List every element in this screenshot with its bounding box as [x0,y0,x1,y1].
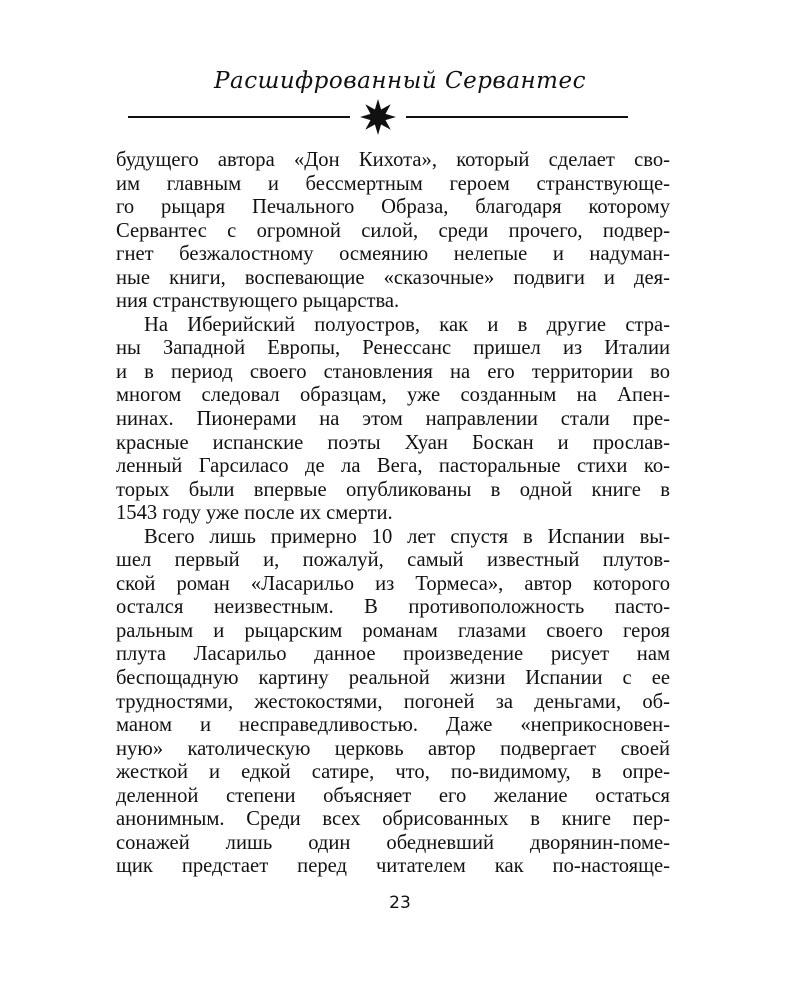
star-ornament-icon [360,99,396,135]
rule-line-left [128,116,350,118]
running-title: Расшифрованный Сервантес [214,68,586,94]
text-line: ные книги, воспевающие «сказочные» подвиги и дея- [116,266,670,289]
text-line: многом следовал образцам, уже созданным на Апен- [116,384,670,407]
text-line: и в период своего становления на его территории во [116,360,670,383]
text-line: го рыцаря Печального Образа, благодаря которому [116,196,670,219]
text-line: ны Западной Европы, Ренессанс пришел из Италии [116,337,670,360]
text-line: ния странствующего рыцарства. [116,290,400,313]
text-line: трудностями, жестокостями, погоней за деньгами, об- [116,690,670,713]
text-line: беспощадную картину реальной жизни Испании с ее [116,667,670,690]
text-line: Сервантес с огромной силой, среди прочего, подвер- [116,219,670,242]
paragraph-first-line: На Иберийский полуостров, как и в другие стра- [144,313,670,336]
text-line: сонажей лишь один обедневший дворянин-поме- [116,831,670,854]
text-line: анонимным. Среди всех обрисованных в книге пер- [116,808,670,831]
text-line: ской роман «Ласарильо из Тормеса», автор которого [116,572,670,595]
text-line: торых были впервые опубликованы в одной книге в [116,478,670,501]
text-line: шел первый и, пожалуй, самый известный плутов- [116,549,670,572]
text-line: нинах. Пионерами на этом направлении стали пре- [116,408,670,431]
text-line: деленной степени объясняет его желание остаться [116,784,670,807]
body-text [116,149,670,879]
text-line: остался неизвестным. В противоположность пасто- [116,596,670,619]
text-line: маном и несправедливостью. Даже «неприкосновен- [116,714,670,737]
text-line: красные испанские поэты Хуан Боскан и прослав- [116,431,670,454]
text-line: ленный Гарсиласо де ла Вега, пасторальные стихи ко- [116,455,670,478]
text-line: им главным и бессмертным героем странствующе- [116,172,670,195]
text-line: ную» католическую церковь автор подвергает своей [116,737,670,760]
rule-line-right [406,116,628,118]
text-line: плута Ласарильо данное произведение рисует нам [116,643,670,666]
text-line: жесткой и едкой сатире, что, по-видимому, в опре- [116,761,670,784]
paragraph-first-line: Всего лишь примерно 10 лет спустя в Испании вы- [144,525,670,548]
text-line: будущего автора «Дон Кихота», который сделает сво- [116,149,670,171]
page-number: 23 [389,893,411,913]
text-line: щик предстает перед читателем как по-настояще- [116,855,670,878]
header-ornament-rule [128,99,628,135]
text-line: гнет безжалостному осмеянию нелепые и надуман- [116,243,670,266]
text-line: 1543 году уже после их смерти. [116,502,393,525]
text-line: ральным и рыцарским романам глазами своего героя [116,619,670,642]
